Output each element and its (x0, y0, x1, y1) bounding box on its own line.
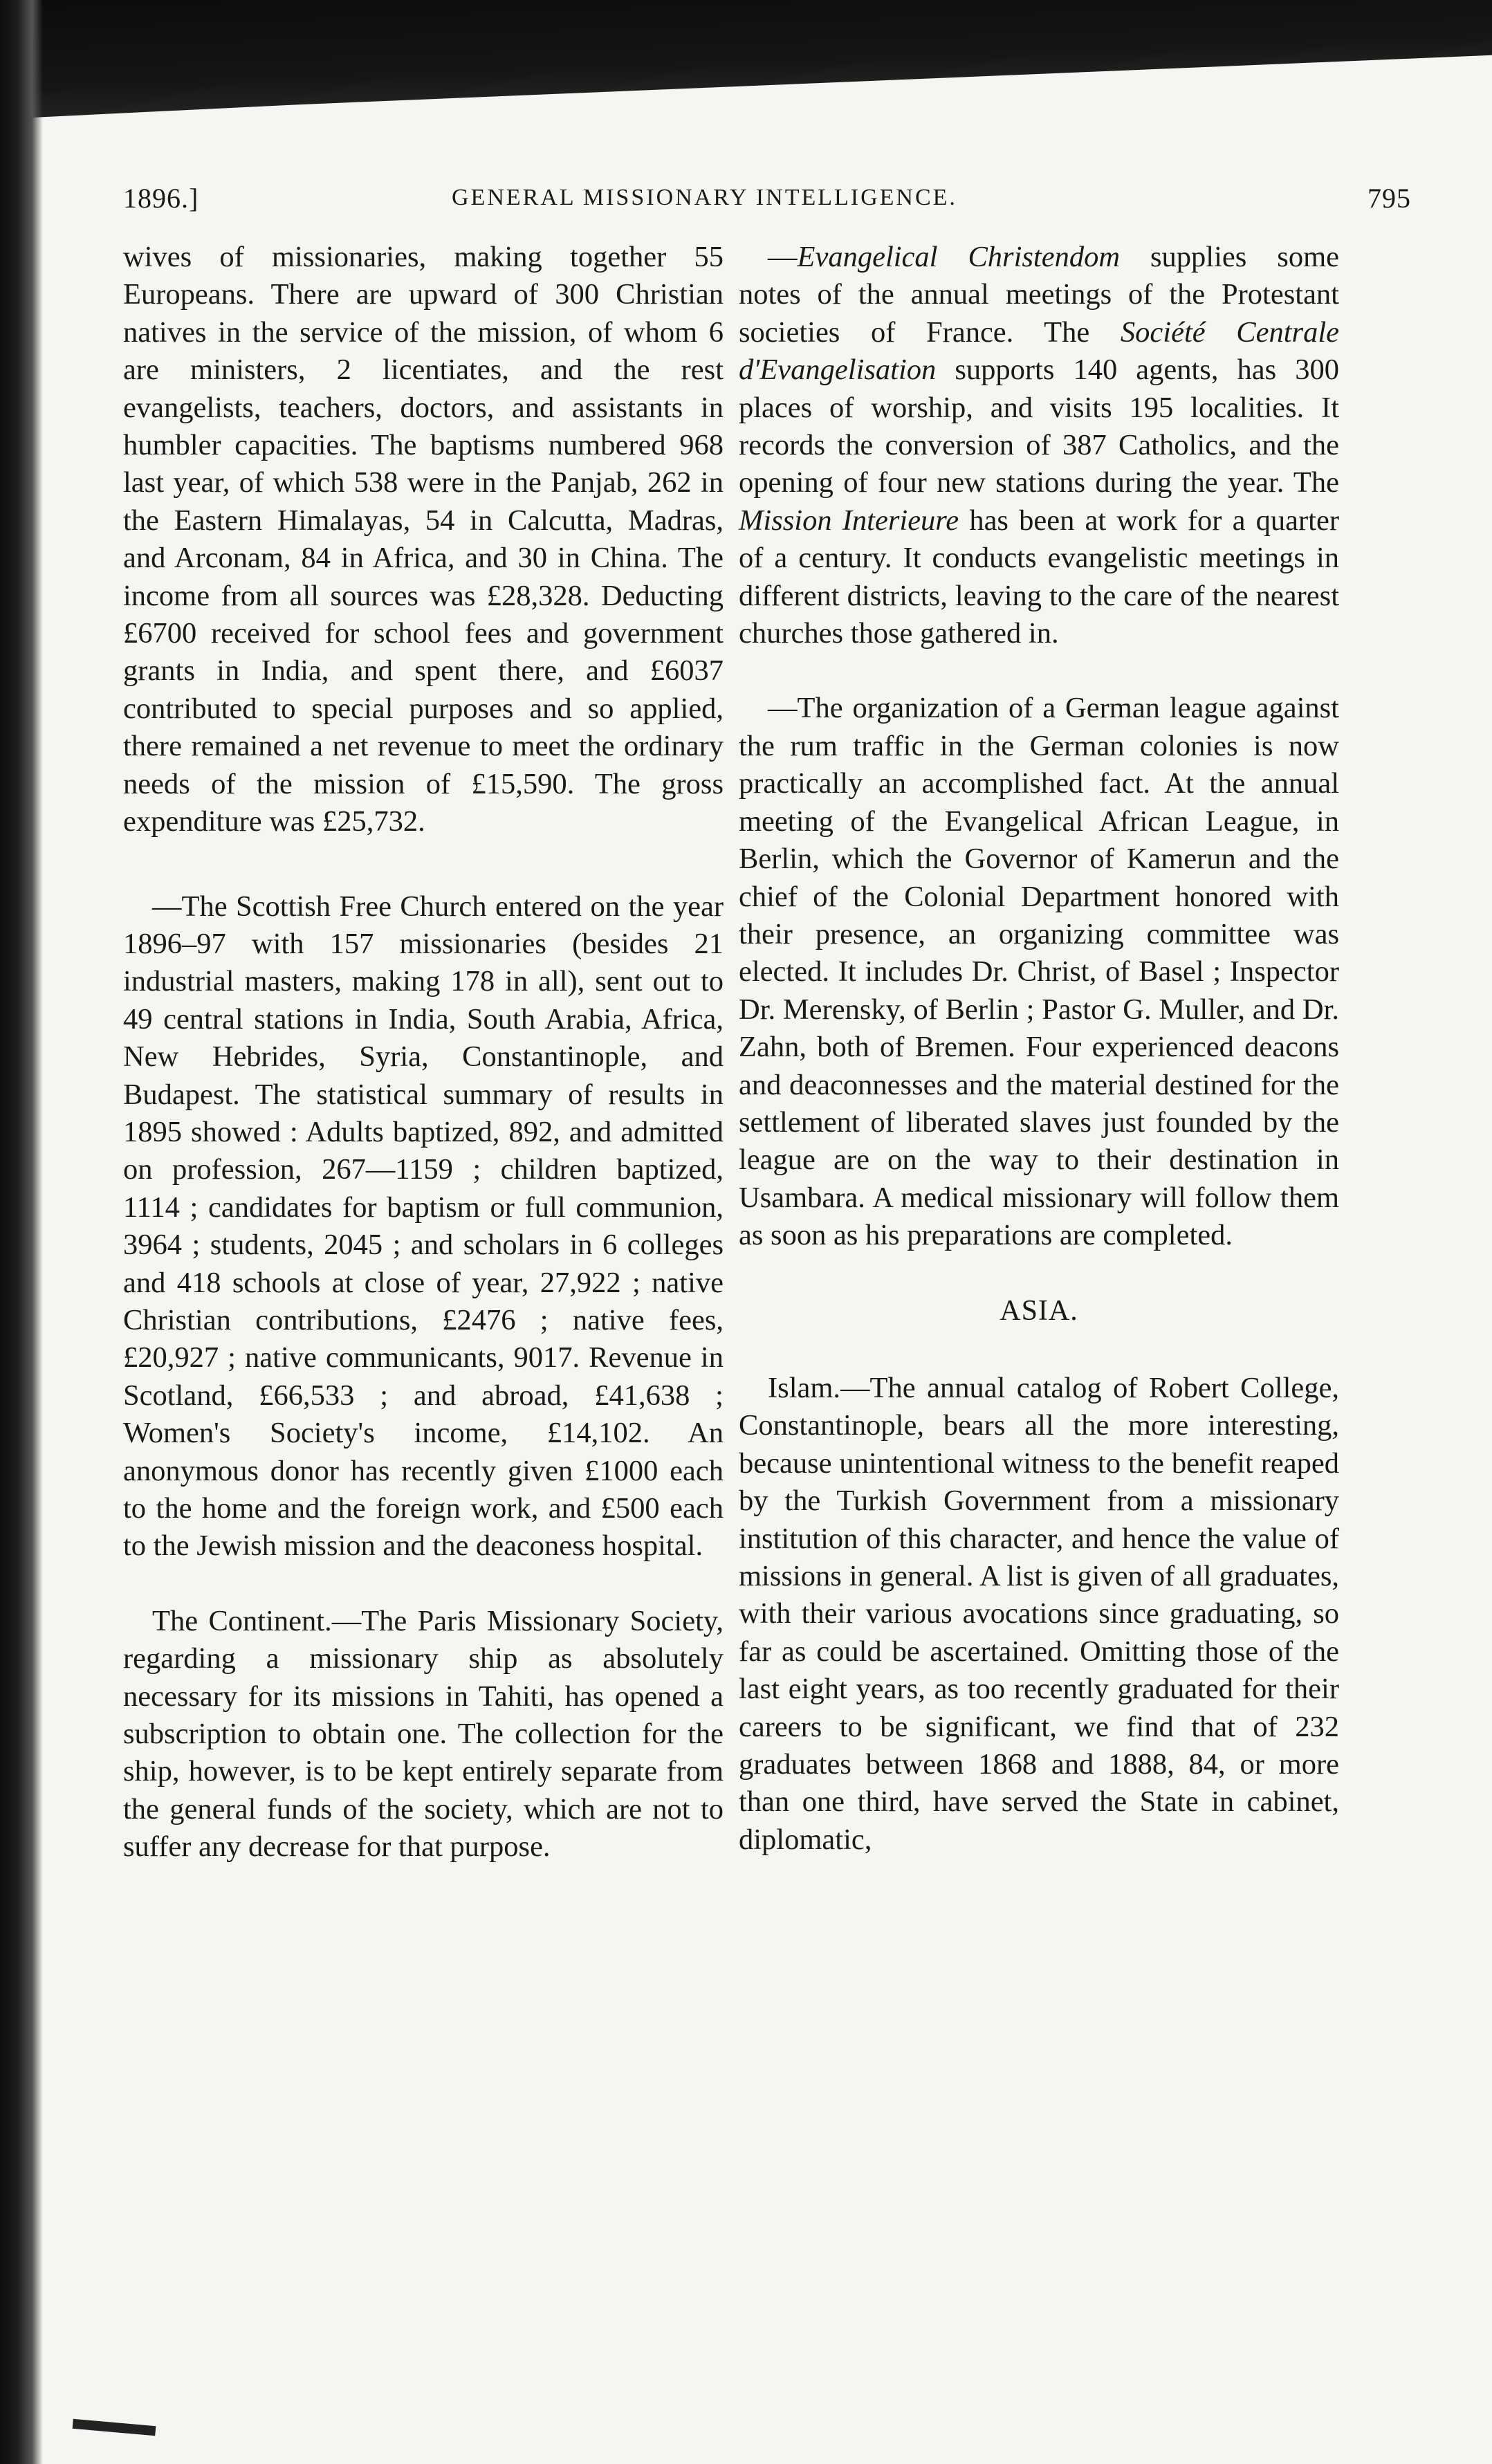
text-the-continent: —The Paris Missionary Society, regarding a missionary ship as absolutely necessary for its missions in Tahiti, has opened a subscription to obtain one. The collection for the ship, however, is to be kept entirely separate from the general funds of the society, which are not to suffer any decrease for that purpose. (123, 1604, 724, 1864)
paragraph-the-continent (123, 1603, 724, 1866)
italic-evangelical-christendom: Evangelical Christendom (797, 241, 1121, 273)
lead-islam: Islam. (768, 1371, 841, 1404)
lead-the-continent: The Continent. (152, 1604, 332, 1637)
header-year: 1896.] (123, 183, 199, 214)
paragraph-missionaries: wives of missionaries, making together 55 Europeans. There are upward of 300 Christian natives in the service of the mission, of whom 6 are ministers, 2 licentiates, and the rest evangelists, teachers, doctors, and assistants in humbler capacities. The baptisms numbered 968 last year, of which 538 were in the Panjab, 262 in the Eastern Himalayas, 54 in Calcutta, Madras, and Arconam, 84 in Africa, and 30 in China. The income from all sources was £28,328. Deducting £6700 received for school fees and government grants in India, and spent there, and £6037 contributed to special purposes and so applied, there remained a net revenue to meet the ordinary needs of the mission of £15,590. The gross expenditure was £25,732. (123, 241, 724, 838)
scan-edge-left (0, 0, 43, 2464)
text-supports: supports 140 agents, has 300 places of worship, and visits 195 localities. It records the conversion of 387 Catholics, and the opening of four new stations during the year. The (739, 353, 1339, 499)
right-column (739, 239, 1339, 1896)
text-has-been: has been at work for a quarter of a century. It conducts evangelistic meetings in different districts, leaving to the care of the nearest churches those gathered in. (739, 504, 1339, 650)
italic-mission-interieure: Mission Interieure (739, 504, 959, 537)
paragraph-evangelical-christendom (739, 239, 1339, 652)
page-number: 795 (1367, 183, 1411, 214)
scan-mark (73, 2419, 156, 2436)
paragraph-scottish-free-church: —The Scottish Free Church entered on the year 1896–97 with 157 missionaries (besides 21 industrial masters, making 178 in all), sent out to 49 central stations in India, South Arabia, Africa, New Hebrides, Syria, Constantinople, and Budapest. The statistical summary of results in 1895 showed : Adults baptized, 892, and admitted on profession, 267—1159 ; children baptized, 1114 ; candidates for baptism or full communion, 3964 ; students, 2045 ; and scholars in 6 colleges and 418 schools at close of year, 27,922 ; native Christian contributions, £2476 ; native fees, £20,927 ; native communicants, 9017. Revenue in Scotland, £66,533 ; and abroad, £41,638 ; Women's Society's income, £14,102. An anonymous donor has recently given £1000 each to the home and the foreign work, and £500 each to the Jewish mission and the deaconess hospital. (123, 890, 724, 1563)
paragraph-german-league: —The organization of a German league against the rum traffic in the German colonies is now practically an accomplished fact. At the annual meeting of the Evangelical African League, in Berlin, which the Governor of Kamerun and the chief of the Colonial Department honored with their presence, an organizing committee was elected. It includes Dr. Christ, of Basel ; Inspector Dr. Merensky, of Berlin ; Pastor G. Muller, and Dr. Zahn, both of Bremen. Four experienced deacons and deaconnesses and the material destined for the settlement of liberated slaves just founded by the league are on the way to their destination in Usambara. A medical missionary will follow them as soon as his preparations are completed. (739, 692, 1339, 1252)
text-dash: — (768, 241, 798, 273)
header-title: GENERAL MISSIONARY INTELLIGENCE. (452, 185, 957, 210)
left-column (123, 239, 724, 1904)
section-heading-asia: ASIA. (1000, 1294, 1078, 1327)
text-supplies: supplies some notes of the annual meetings of the Protestant societies of France. The (739, 241, 1339, 349)
scan-edge-top (0, 0, 1492, 145)
text-islam: —The annual catalog of Robert College, Constantinople, bears all the more interesting, because unintentional witness to the benefit reaped by the Turkish Government from a missionary institution of this character, and hence the value of missions in general. A list is given of all graduates, with their various avocations since graduating, so far as could be ascertained. Omitting those of the last eight years, as too recently graduated for their careers to be significant, we find that of 232 graduates between 1868 and 1888, 84, or more than one third, have served the State in cabinet, diplomatic, (739, 1371, 1339, 1856)
italic-societe-centrale: Société Centrale d'Evangelisation (739, 315, 1340, 387)
running-header (123, 182, 1411, 223)
paragraph-islam (739, 1370, 1339, 1859)
